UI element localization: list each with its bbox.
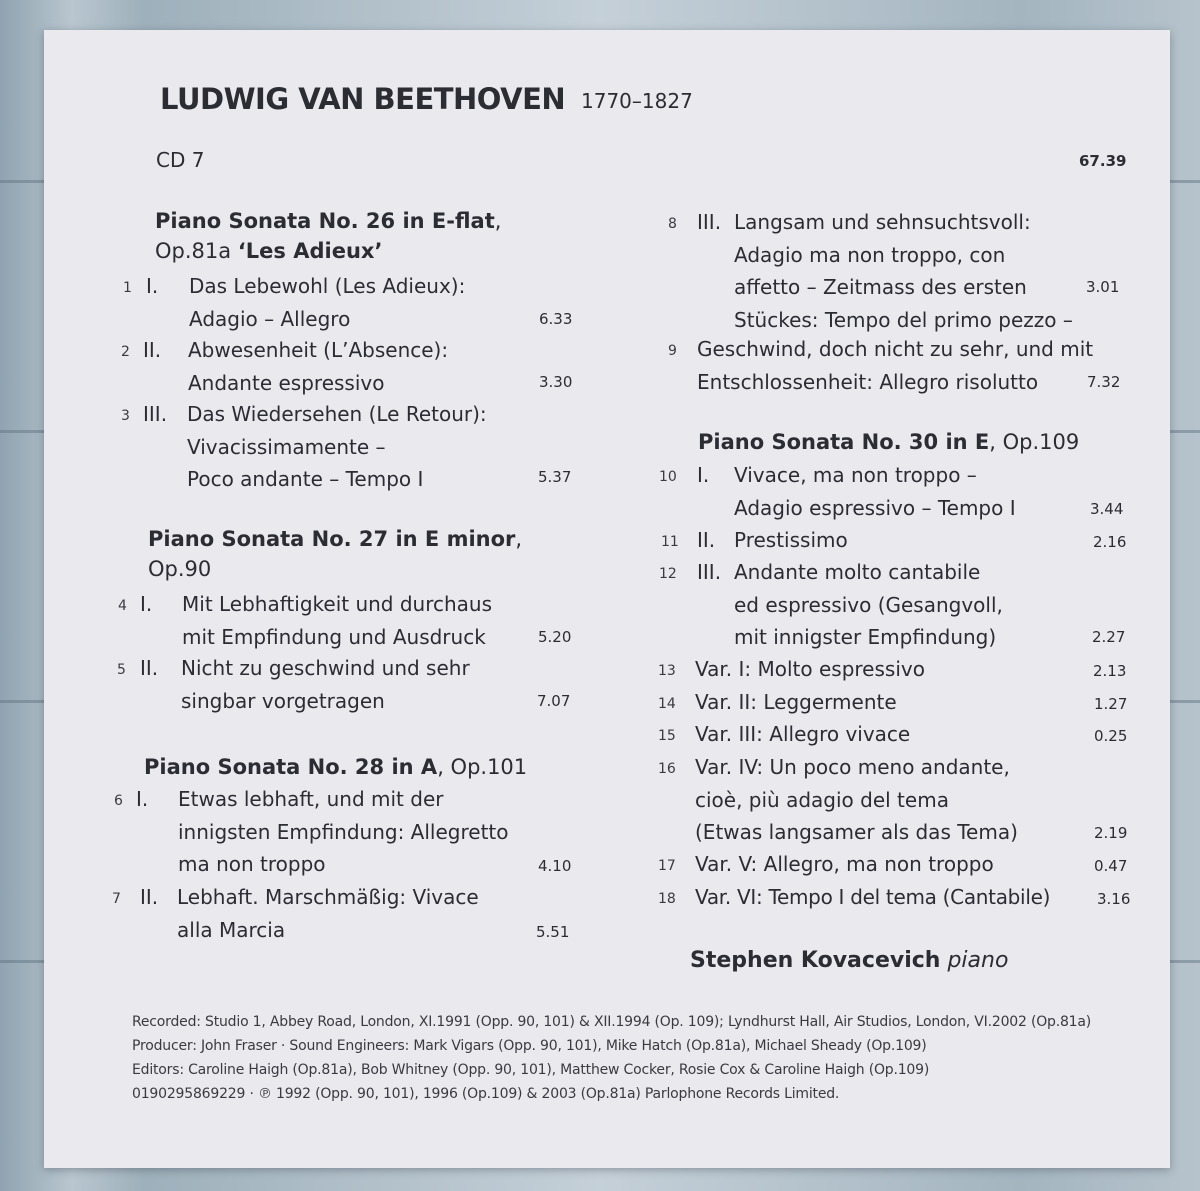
sonata-26-nickname: ‘Les Adieux’	[237, 239, 383, 263]
performer-credit	[690, 948, 1008, 973]
credit-producer: Producer: John Fraser · Sound Engineers: Mark Vigars (Opp. 90, 101), Mike Hatch (Op.81a), Michael Sheady (Op.109)	[132, 1038, 927, 1054]
sonata-27-opus: Op.90	[148, 557, 212, 581]
performer-name: Stephen Kovacevich	[690, 948, 941, 973]
sonata-30-title: Piano Sonata No. 30 in E	[698, 430, 990, 454]
performer-role: piano	[947, 948, 1009, 973]
cd-number: CD 7	[156, 148, 205, 172]
recording-credits	[132, 1010, 1091, 1106]
sonata-26-heading: Piano Sonata No. 26 in E-flat, Op.81a ‘Les Adieux’	[155, 209, 502, 263]
total-duration: 67.39	[1079, 152, 1127, 170]
composer-heading	[160, 82, 565, 116]
composer-name: LUDWIG VAN BEETHOVEN	[160, 82, 566, 116]
credit-editors: Editors: Caroline Haigh (Op.81a), Bob Whitney (Opp. 90, 101), Matthew Cocker, Rosie Cox & Caroline Haigh (Op.109)	[132, 1062, 930, 1078]
sonata-28-title: Piano Sonata No. 28 in A	[144, 755, 438, 779]
composer-years: 1770–1827	[581, 89, 693, 113]
cd-sleeve-back: LUDWIG VAN BEETHOVEN 1770–1827 CD 7 67.39 Piano Sonata No. 26 in E-flat, Op.81a ‘Les Adieux’ 1 I. Das Lebewohl (Les Adieux): Adagio – Allegro 6.33 2 II. Abwesenheit (L’Absence): Andante espressivo 3.30 3 III. Das Wiedersehen (Le Retour): Vivacissimamente – Poco andante – Tempo I 5.37 Piano Sonata No. 27 in E minor, Op.90 4 I. Mit Lebhaftigkeit und durchaus mit Empfindung und Ausdruck 5.20 5 II. Nicht zu geschwind und sehr singbar vorgetragen 7.07 Piano Sonata No. 28 in A, Op.101 6 I. Etwas lebhaft, und mit der innigsten Empfindung: Allegretto ma non troppo 4.10 7 II. Lebhaft. Marschmäßig: Vivace alla Marcia 5.51 8 III. Langsam und sehnsuchtsvoll: Adagio ma non troppo, con affetto – Zeitmass des ersten Stückes: Tempo del primo pezzo – 3.01 9 Geschwind, doch nicht zu sehr, und mit Entschlossenheit: Allegro risolutto 7.32 Piano Sonata No. 30 in E, Op.109 10 I. Vivace, ma non troppo – Adagio espressivo – Tempo I 3.44 11 II. Prestissimo 2.16 12 III. Andante molto cantabile ed espressivo (Gesangvoll, mit innigster Empfindung) 2.27 13 Var. I: Molto espressivo 2.13 14 Var. II: Leggermente 1.27 15 Var. III: Allegro vivace 0.25 16 Var. IV: Un poco meno andante, cioè, più adagio del tema (Etwas langsamer als das Tema) 2.19 17 Var. V: Allegro, ma non troppo 0.47 18 Var. VI: Tempo I del tema (Cantabile) 3.16 Stephen Kovacevich piano Recorded: Studio 1, Abbey Road, London, XI.1991 (Opp. 90, 101) & XII.1994 (Op. 109); Lyndhurst Hall, Air Studios, London, VI.2002 (Op.81a) Producer: John Fraser · Sound Engineers: Mark Vigars (Opp. 90, 101), Mike Hatch (Op.81a), Michael Sheady (Op.109) Editors: Caroline Haigh (Op.81a), Bob Whitney (Opp. 90, 101), Matthew Cocker, Rosie Cox & Caroline Haigh (Op.109) 0190295869229 · ℗ 1992 (Opp. 90, 101), 1996 (Op.109) & 2003 (Op.81a) Parlophone Records Limited.	[44, 30, 1170, 1168]
credit-recorded: Recorded: Studio 1, Abbey Road, London, XI.1991 (Opp. 90, 101) & XII.1994 (Op. 109); Lyndhurst Hall, Air Studios, London, VI.2002 (Op.81a)	[132, 1014, 1092, 1030]
credit-copyright: 0190295869229 · ℗ 1992 (Opp. 90, 101), 1996 (Op.109) & 2003 (Op.81a) Parlophone Records Limited.	[132, 1086, 840, 1102]
sonata-26-opus: Op.81a	[155, 239, 238, 263]
sonata-27-heading: Piano Sonata No. 27 in E minor, Op.90	[148, 524, 522, 584]
sonata-28-heading: Piano Sonata No. 28 in A, Op.101	[144, 755, 528, 779]
sonata-26-title: Piano Sonata No. 26 in E-flat	[155, 209, 495, 233]
sonata-27-title: Piano Sonata No. 27 in E minor	[148, 527, 516, 551]
sonata-30-heading: Piano Sonata No. 30 in E, Op.109	[698, 430, 1080, 454]
